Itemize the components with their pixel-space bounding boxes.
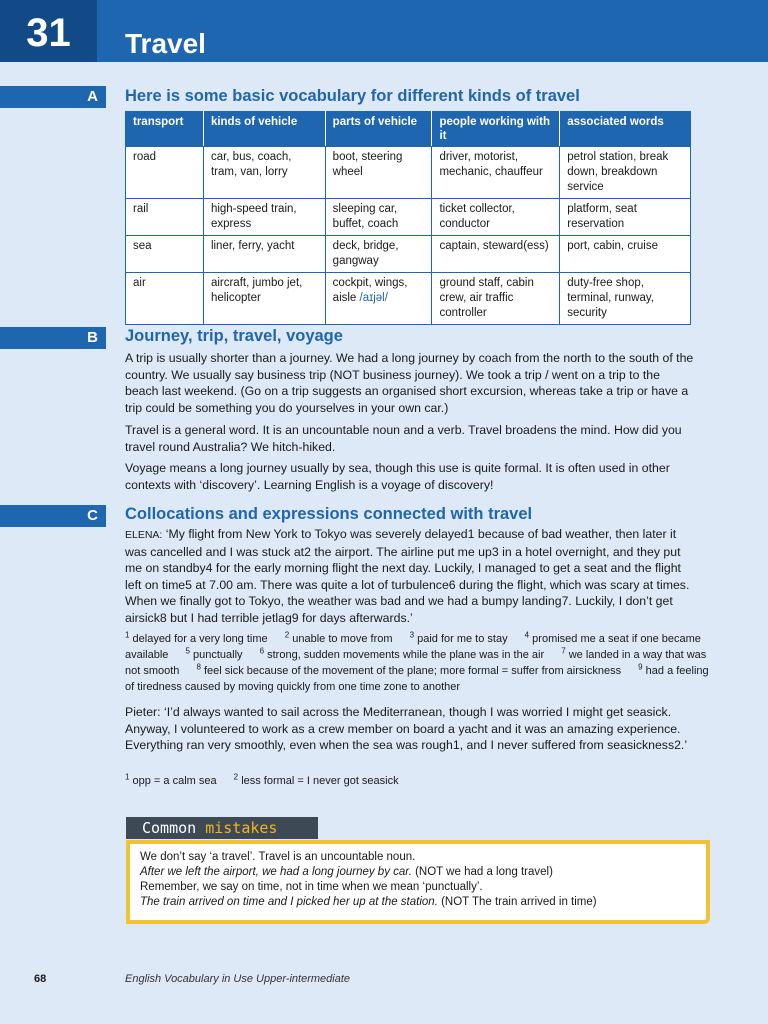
section-b-title: Journey, trip, travel, voyage — [125, 327, 343, 345]
section-c-title: Collocations and expressions connected with travel — [125, 505, 533, 523]
elena-speaker: ELENA: — [125, 529, 163, 541]
footnote: feel sick because of the movement of the plane; more formal = suffer from airsickness — [204, 665, 622, 677]
table-cell: duty-free shop, terminal, runway, security — [560, 273, 691, 325]
footnote: unable to move from — [292, 633, 393, 645]
common-mistakes-box — [126, 840, 710, 924]
mistake-line — [140, 865, 696, 880]
column-header: people working with it — [432, 112, 560, 147]
table-cell: sleeping car, buffet, coach — [325, 199, 432, 236]
section-b-paragraph-2: Travel is a general word. It is an uncountable noun and a verb. Travel broadens the mind. How did you travel round Australia? We hitch-hiked. — [125, 423, 682, 454]
mistake-not: (NOT we had a long travel) — [415, 866, 553, 878]
table-cell: deck, bridge, gangway — [325, 236, 432, 273]
book-title: English Vocabulary in Use Upper-intermediate — [125, 973, 351, 985]
table-row — [126, 236, 691, 273]
pieter-speaker: Pieter: — [125, 705, 161, 719]
pieter-text: ‘I’d always wanted to sail across the Mediterranean, though I was worried I might get seasick. Anyway, I volunteered to work as a crew member on board a yacht and it was an amazing experience. Everything ran very smoothly, even when the sea was rough1, and I never suffered from seasickness2.’ — [125, 705, 688, 752]
mistake-line — [140, 895, 696, 910]
mistake-line: Remember, we say on time, not in time when we mean ‘punctually’. — [140, 881, 483, 893]
section-a-tab: A — [0, 86, 106, 108]
table-cell: boot, steering wheel — [325, 147, 432, 199]
table-cell: liner, ferry, yacht — [203, 236, 325, 273]
mistake-example: The train arrived on time and I picked her up at the station. — [140, 896, 438, 908]
pieter-footnotes: $^1$ opp = a calm sea $^2$ less formal = I never got seasick — [125, 772, 399, 787]
table-cell: aircraft, jumbo jet, helicopter — [203, 273, 325, 325]
footnote: opp = a calm sea — [132, 775, 217, 787]
unit-number: 31 — [0, 0, 97, 62]
column-header: parts of vehicle — [325, 112, 432, 147]
table-cell: high-speed train, express — [203, 199, 325, 236]
footnote: delayed for a very long time — [132, 633, 268, 645]
table-row — [126, 199, 691, 236]
footnote: had a feeling of tiredness caused by moving quickly from one time zone to another — [125, 665, 709, 693]
table-cell: car, bus, coach, tram, van, lorry — [203, 147, 325, 199]
footnote: punctually — [193, 649, 243, 661]
footnote: paid for me to stay — [417, 633, 508, 645]
mistake-example: After we left the airport, we had a long journey by car. — [140, 866, 412, 878]
column-header: kinds of vehicle — [203, 112, 325, 147]
table-row — [126, 147, 691, 199]
table-cell: ticket collector, conductor — [432, 199, 560, 236]
footnote: we landed in a way that was not smooth — [125, 649, 707, 677]
table-cell: port, cabin, cruise — [560, 236, 691, 273]
elena-footnotes: $^1$ delayed for a very long time $^2$ unable to move from $^3$ paid for me to stay $^4$ promised me a seat if one became available $^5$ punctually $^6$ strong, sudden movements while the plane was in the air $^7$ we landed in a way that was not smooth $^8$ feel sick because of the movement of the plane; more formal = suffer from airsickness $^9$ had a feeling of tiredness caused by moving quickly from one time zone to another — [125, 630, 709, 693]
column-header: transport — [126, 112, 204, 147]
unit-title: Travel — [125, 28, 206, 59]
section-b-tab: B — [0, 327, 106, 349]
elena-paragraph — [125, 526, 695, 626]
table-row — [126, 273, 691, 325]
vocabulary-table — [125, 111, 691, 325]
footnote: promised me a seat if one became available — [125, 633, 701, 661]
unit-header — [0, 0, 768, 62]
page-number: 68 — [34, 973, 47, 985]
table-cell-text: cockpit, wings, aisle — [332, 277, 408, 304]
section-b-paragraph-3: Voyage means a long journey usually by sea, though this use is quite formal. It is often used in other contexts with ‘discovery’. Learning English is a voyage of discovery! — [125, 461, 670, 492]
table-cell: platform, seat reservation — [560, 199, 691, 236]
table-cell: petrol station, break down, breakdown service — [560, 147, 691, 199]
table-cell: ground staff, cabin crew, air traffic controller — [432, 273, 560, 325]
footnote: strong, sudden movements while the plane was in the air — [267, 649, 545, 661]
common-mistakes-tab — [126, 817, 318, 839]
common-mistakes-label-highlight: mistakes — [205, 819, 278, 837]
table-cell — [325, 273, 432, 325]
table-cell: rail — [126, 199, 204, 236]
pieter-paragraph — [125, 704, 695, 754]
column-header: associated words — [560, 112, 691, 147]
elena-text: ‘My flight from New York to Tokyo was severely delayed1 because of bad weather, then later it was cancelled and I was stuck at2 the airport. The airline put me up3 in a hotel overnight, and they put me on standby4 for the early morning flight the next day. Luckily, I managed to get a seat and the flight left on time5 at 7.00 am. There was quite a lot of turbulence6 during the flight, which was scary at times. When we finally got to Tokyo, the weather was bad and we had a bumpy landing7. Luckily, I don’t get airsick8 but I had terrible jetlag9 for days afterwards.’ — [125, 527, 690, 625]
mistake-line: We don’t say ‘a travel’. Travel is an uncountable noun. — [140, 851, 416, 863]
table-cell: sea — [126, 236, 204, 273]
table-cell: driver, motorist, mechanic, chauffeur — [432, 147, 560, 199]
table-cell: air — [126, 273, 204, 325]
common-mistakes-label: Common — [142, 819, 197, 837]
section-c-tab: C — [0, 505, 106, 527]
mistake-not: (NOT The train arrived in time) — [441, 896, 597, 908]
footnote: less formal = I never got seasick — [241, 775, 399, 787]
table-cell: road — [126, 147, 204, 199]
aisle-phonetic: /aɪjəl/ — [359, 292, 388, 304]
table-cell: captain, steward(ess) — [432, 236, 560, 273]
section-a-title: Here is some basic vocabulary for different kinds of travel — [125, 87, 580, 105]
table-header-row — [126, 112, 691, 147]
section-b-paragraph-1: A trip is usually shorter than a journey. We had a long journey by coach from the north to the south of the country. We usually say business trip (NOT business journey). We took a trip / went on a trip to the beach last weekend. (Go on a trip suggests an organised short excursion, whereas take a trip or have a trip could be something you do yourselves in your own car.) — [125, 351, 694, 415]
